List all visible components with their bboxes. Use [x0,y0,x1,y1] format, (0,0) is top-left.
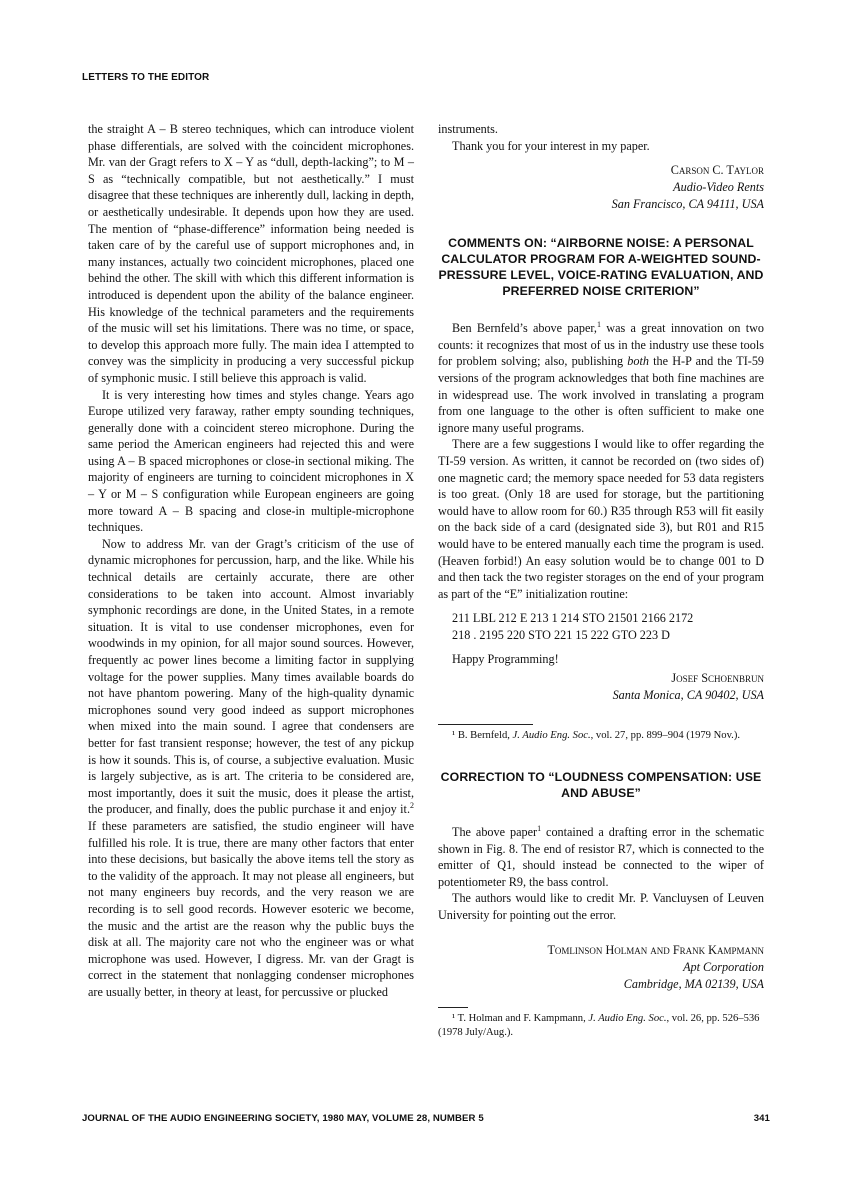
paragraph [88,536,414,1001]
closing-line: Thank you for your interest in my paper. [452,138,650,153]
text-run: , vol. 27, pp. 899–904 (1979 Nov.). [590,730,741,742]
section-title: CORRECTION TO “LOUDNESS COMPENSATION: USE AND ABUSE” [440,770,762,801]
emphasis: J. Audio Eng. Soc. [512,730,591,742]
emphasis: both [627,354,649,369]
text-run: Ben Bernfeld’s above paper, [452,321,597,336]
text-run: was a great innovation on two counts: it recognizes that most of us in the industry use these tools for problem solving; also, publishing [438,321,765,369]
signature-block [438,162,764,213]
page-footer [82,1113,770,1124]
footnote-marker: 1 [596,320,601,330]
sign-off: Happy Programming! [452,652,559,667]
paragraph [438,824,764,890]
footnote-marker: 1 [537,824,542,833]
paragraph: There are a few suggestions I would like to offer regarding the TI-59 version. As written, it cannot be recorded on (two sides of) one magnetic card; the memory space needed for 53 data registers is too great. (Only 18 are used for storage, but the partitioning would have to allow room for 60.) R35 through R53 will fit easily on the back side of a card (designated side 3), but R01 and R15 would have to be entered manually each time the program is used. (Heaven forbid!) An easy solution would be to change 001 to D and then tack the two register storages on the end of your program as part of the “E” initialization routine: [438,437,764,601]
author-organization: Apt Corporation [683,959,764,974]
paragraph [438,320,764,436]
author-name: Josef Schoenbrun [671,671,764,686]
text-run: ¹ B. Bernfeld, [452,730,513,742]
right-column [438,121,764,1040]
footnote [438,729,764,743]
section-title: COMMENTS ON: “AIRBORNE NOISE: A PERSONAL CALCULATOR PROGRAM FOR A-WEIGHTED SOUND-PRESSURE LEVEL, VOICE-RATING EVALUATION, AND PREFERRED NOISE CRITERION” [438,236,764,299]
author-location: Cambridge, MA 02139, USA [623,976,764,991]
routine-line: 218 . 2195 220 STO 221 15 222 GTO 223 D [452,627,670,642]
paragraph: The authors would like to credit Mr. P. Vancluysen of Leuven University for pointing out the error. [438,891,764,923]
paragraph-text: Now to address Mr. van der Gragt’s criticism of the use of dynamic microphones for percussion, harp, and the like. While his technical details are certainly accurate, there are other considerations to be taken into account. Almost invariably symphonic recordings are done, in the United States, in a remote situation. It is vital to use condenser microphones, even for woodwinds in my opinion, for all major sound sources. However, frequently ac power lines become a limiting factor in supplying voltage for the power supplies. Many times available boards do not have phantom powering. Many of the high-quality dynamic microphones sound very good indeed as support microphones when mixed into the main sound. I agree that condensers are better for fast transient response; however, the test of any pickup is how it sounds. This is, of course, a subjective evaluation. Music is largely subjective, as is art. The criteria to be considered are, most importantly, does it suit the music, does it please the artist, the producer, and finally, does the public purchase it and enjoy it. [88,536,414,817]
paragraph-text: If these parameters are satisfied, the studio engineer will have fulfilled his role. It is true, there are many other factors that enter into these decisions, but basically the above items tell the story as to the validity of the approach. It may not please all engineers, but not many engineers buy records, and the very reason we are recording is to sell good records. However esoteric we become, the music and the artist are the reason why the public buys the disk at all. The majority care not who the engineer was or what microphone was used. However, I digress. Mr. van der Gragt is correct in the statement that nonlagging condenser microphones are usually better, in theory at least, for percussive or plucked [88,818,414,999]
author-name: Carson C. Taylor [670,163,764,178]
text-run: the H-P and the TI-59 versions of the program acknowledges that both fine machines are in widespread use. The work involved in translating a program from one language to the other is often sufficient to make one ignore many useful programs. [438,354,765,435]
paragraph: It is very interesting how times and styles change. Years ago Europe utilized very faraway, rather empty sounding techniques, generally done with a coincident stereo microphone. During the same period the American engineers had rejected this and were using A – B spaced microphones or close-in sectional miking. The majority of engineers are turning to coincident microphones in X – Y or M – S configuration while European engineers are going more toward A – B spacing and close-in multiple-microphone techniques. [88,387,414,535]
footnote-area [438,724,764,743]
footnote [438,1012,764,1040]
author-organization: Audio-Video Rents [673,180,764,195]
program-routine [438,610,764,643]
routine-line: 211 LBL 212 E 213 1 214 STO 21501 2166 2172 [452,611,694,626]
paragraph: the straight A – B stereo techniques, which can introduce violent phase differentials, are solved with the coincident microphones. Mr. van der Gragt refers to X – Y as “dull, depth-lacking”; to M – S as “technically compatible, but not aesthetically.” I must disagree that these techniques are inherently dull, lacking in depth, or aesthetically undesirable. It depends upon how they are used. The mention of “phase-difference” information being needed is taken care of by the careful use of support microphones and, in many instances, actually two coincident microphones, placed one behind the other. The skill with which this different information is introduced is dependent upon the ability of the balance engineer. His knowledge of the technical parameters and the requirements of the music will set his limitations. There was no time, or space, to develop this approach more fully. The main idea I attempted to convey was the simplicity in producing a very successful pickup of symphonic music. I still believe this approach is valid. [88,122,414,385]
text-run: contained a drafting error in the schematic shown in Fig. 8. The end of resistor R7, which is connected to the emitter of Q1, should instead be connected to the wiper of potentiometer R9, the bass control. [438,825,764,889]
text-run: , vol. 26, pp. 526–536 (1978 July/Aug.). [438,1012,760,1038]
footnote-marker: 2 [410,801,414,811]
text-run: The above paper [452,825,538,840]
signature-block [438,942,764,993]
continuation-text: instruments. [438,122,498,136]
page-number: 341 [753,1113,770,1124]
author-location: San Francisco, CA 94111, USA [611,197,764,212]
running-head: LETTERS TO THE EDITOR [82,72,210,83]
left-column [88,121,414,1000]
footnote-area [438,1007,764,1040]
footnote-rule [438,1007,468,1008]
author-location: Santa Monica, CA 90402, USA [612,688,764,703]
footnote-rule [438,724,533,725]
emphasis: J. Audio Eng. Soc. [588,1012,667,1024]
author-name: Tomlinson Holman and Frank Kampmann [547,942,764,957]
signature-block [438,670,764,704]
text-run: ¹ T. Holman and F. Kampmann, [452,1012,589,1024]
journal-citation: JOURNAL OF THE AUDIO ENGINEERING SOCIETY, 1980 MAY, VOLUME 28, NUMBER 5 [82,1113,484,1124]
